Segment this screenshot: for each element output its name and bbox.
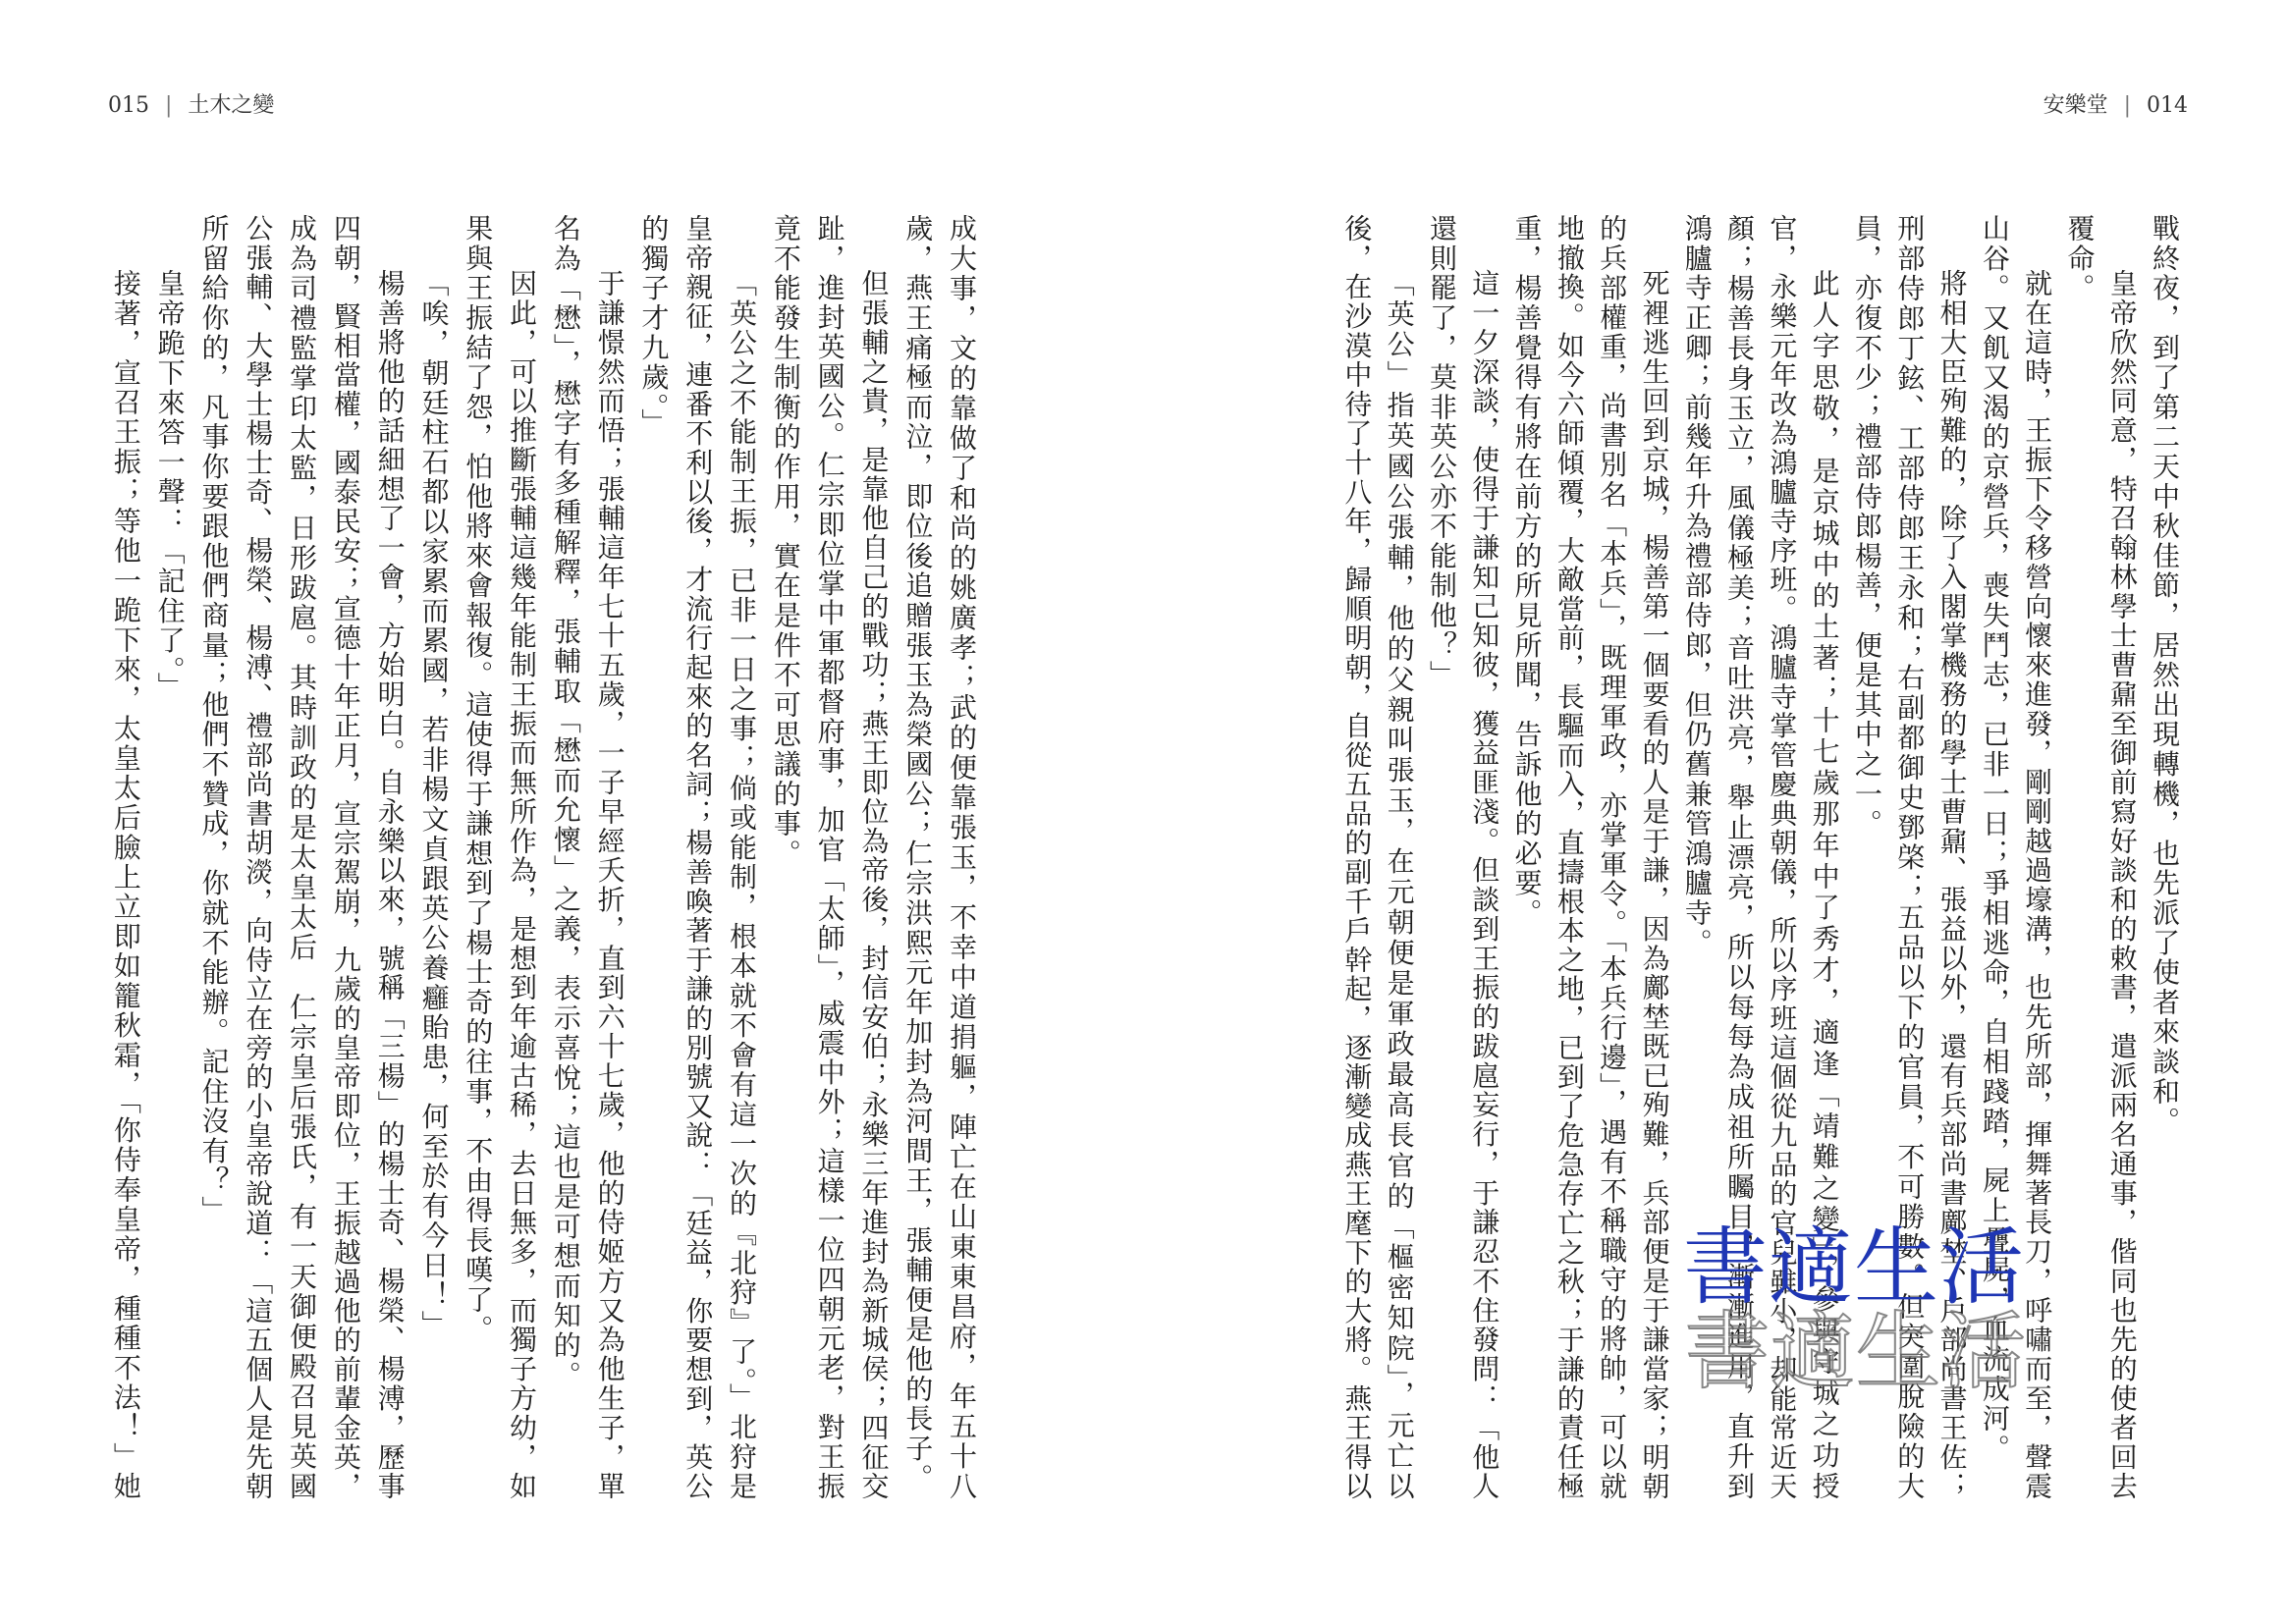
text-column: 所留給你的，凡事你要跟他們商量；他們不贊成，你就不能辦。記住沒有？」 <box>197 214 231 1226</box>
text-column: 皇帝親征，連番不利以後，才流行起來的名詞；楊善喚著于謙的別號又說：「廷益，你要想到，英公 <box>681 214 715 1499</box>
text-column: 後，在沙漠中待了十八年，歸順明朝，自從五品的副千戶幹起，逐漸變成燕王麾下的大將。燕王得以 <box>1340 214 1374 1499</box>
watermark-logo-shadow: 書適生活 <box>1685 1303 2027 1401</box>
text-column: 戰終夜，到了第二天中秋佳節，居然出現轉機，也先派了使者來談和。 <box>2149 214 2181 1137</box>
left-page-body <box>103 214 983 1499</box>
page-number: 015 <box>108 93 149 118</box>
text-column: 名為「懋」，懋字有多種解釋，張輔取「懋而允懷」之義，表示喜悅；這也是可想而知的。 <box>549 214 582 1390</box>
book-title: 安樂堂 <box>2043 93 2108 118</box>
text-column: 鴻臚寺正卿；前幾年升為禮部侍郎，但仍舊兼管鴻臚寺。 <box>1680 214 1714 958</box>
text-column: 于謙憬然而悟；張輔這年七十五歲，一子早經夭折，直到六十七歲，他的侍姬方又為他生子，單 <box>593 269 627 1499</box>
text-column: 這一夕深談，使得于謙知己知彼，獲益匪淺。但談到王振的跋扈妄行，于謙忍不住發問：「他人 <box>1468 269 1501 1499</box>
left-page-header <box>108 90 274 122</box>
text-column: 顏；楊善長身玉立，風儀極美；音吐洪亮，舉止漂亮，所以每每為成祖所矚目，漸漸進用，直升到 <box>1723 214 1757 1499</box>
text-column: 刑部侍郎丁鉉、工部侍郎王永和；右副都御史鄧棨；五品以下的官員，不可勝數。但突圍脫險的大 <box>1893 214 1927 1499</box>
page-number: 014 <box>2147 93 2188 118</box>
text-column: 還則罷了，莫非英公亦不能制他？」 <box>1425 214 1458 690</box>
header-separator: | <box>2123 93 2131 118</box>
text-column: 趾，進封英國公。仁宗即位掌中軍都督府事，加官「太師」，威震中外；這樣一位四朝元老，對王振 <box>813 214 846 1499</box>
text-column: 死裡逃生回到京城，楊善第一個要看的人是于謙，因為鄺埜既已殉難，兵部便是于謙當家；明朝 <box>1638 269 1671 1499</box>
text-column: 接著，宣召王振；等他一跪下來，太皇太后臉上立即如籠秋霜，「你侍奉皇帝，種種不法！」她 <box>109 269 142 1499</box>
text-column: 四朝，賢相當權，國泰民安；宣德十年正月，宣宗駕崩，九歲的皇帝即位，王振越過他的前輩金英， <box>329 214 362 1499</box>
text-column: 歲，燕王痛極而泣，即位後追贈張玉為榮國公；仁宗洪熙元年加封為河間王，張輔便是他的長子。 <box>901 214 935 1493</box>
text-column: 員，亦復不少；禮部侍郎楊善，便是其中之一。 <box>1850 214 1883 839</box>
text-column: 竟不能發生制衡的作用，實在是件不可思議的事。 <box>769 214 802 869</box>
text-column: 皇帝跪下來答一聲：「記住了。」 <box>153 269 187 702</box>
text-column: 楊善將他的話細想了一會，方始明白。自永樂以來，號稱「三楊」的楊士奇、楊榮、楊溥，歷事 <box>373 269 407 1499</box>
text-column: 重，楊善覺得有將在前方的所見所聞，告訴他的必要。 <box>1510 214 1544 929</box>
text-column: 因此，可以推斷張輔這幾年能制王振而無所作為，是想到年逾古稀，去日無多，而獨子方幼，如 <box>506 269 539 1499</box>
text-column: 的獨子才九歲。」 <box>637 214 671 439</box>
text-column: 就在這時，王振下令移營向懷來進發，剛剛越過壕溝，也先所部，揮舞著長刀，呼嘯而至，聲震 <box>2021 269 2054 1499</box>
text-column: 皇帝欣然同意，特召翰林學士曹鼐至御前寫好談和的敕書，遣派兩名通事，偕同也先的使者回去 <box>2105 269 2139 1499</box>
header-separator: | <box>165 93 173 118</box>
text-column: 「唉，朝廷柱石都以家累而累國，若非楊文貞跟英公養癰貽患，何至於有今日！」 <box>417 269 451 1340</box>
text-column: 果與王振結了怨，怕他將來會報復。這使得于謙想到了楊士奇的往事，不由得長嘆了。 <box>462 214 495 1345</box>
text-column: 的兵部權重，尚書別名「本兵」，既理軍政，亦掌軍令。「本兵行邊」，遇有不稱職守的將帥，可以就 <box>1596 214 1629 1499</box>
text-column: 「英公」指英國公張輔，他的父親叫張玉，在元朝便是軍政最高長官的「樞密知院」，元亡以 <box>1383 269 1416 1499</box>
text-column: 地撤換。如今六師傾覆，大敵當前，長驅而入，直擣根本之地，已到了危急存亡之秋；于謙的責任極 <box>1553 214 1586 1499</box>
text-column: 公張輔、大學士楊士奇、楊榮、楊溥、禮部尚書胡濙，向侍立在旁的小皇帝說道：「這五個人是先朝 <box>242 214 275 1499</box>
text-column: 成大事，文的靠做了和尚的姚廣孝；武的便靠張玉，不幸中道捐軀，陣亡在山東東昌府，年五十八 <box>946 214 978 1499</box>
text-column: 山谷。又飢又渴的京營兵，喪失鬥志，已非一日；爭相逃命，自相踐踏，屍上疊屍，血流成河。 <box>1978 214 2011 1464</box>
chapter-title: 土木之變 <box>188 93 275 118</box>
text-column: 此人字思敬，是京城中的土著；十七歲那年中了秀才，適逢「靖難之變」，參與守城之功授 <box>1808 269 1841 1499</box>
watermark-logo: 書適生活 <box>1683 1218 2025 1317</box>
text-column: 但張輔之貴，是靠他自己的戰功；燕王即位為帝後，封信安伯；永樂三年進封為新城侯；四征交 <box>857 269 891 1499</box>
text-column: 將相大臣殉難的，除了入閣掌機務的學士曹鼐、張益以外，還有兵部尚書鄺埜、戶部尚書王佐； <box>1935 269 1969 1499</box>
text-column: 官，永樂元年改為鴻臚寺序班。鴻臚寺掌管慶典朝儀，所以序班這個從九品的官兒雖小，却能常近天 <box>1766 214 1799 1499</box>
text-column: 覆命。 <box>2063 214 2097 303</box>
text-column: 成為司禮監掌印太監，日形跋扈。其時訓政的是太皇太后 仁宗皇后張氏，有一天御便殿召見英國 <box>286 214 319 1499</box>
text-column: 「英公之不能制王振，已非一日之事；倘或能制，根本就不會有這一次的『北狩』了。」北狩是 <box>726 269 759 1499</box>
right-page-header <box>2044 90 2188 122</box>
